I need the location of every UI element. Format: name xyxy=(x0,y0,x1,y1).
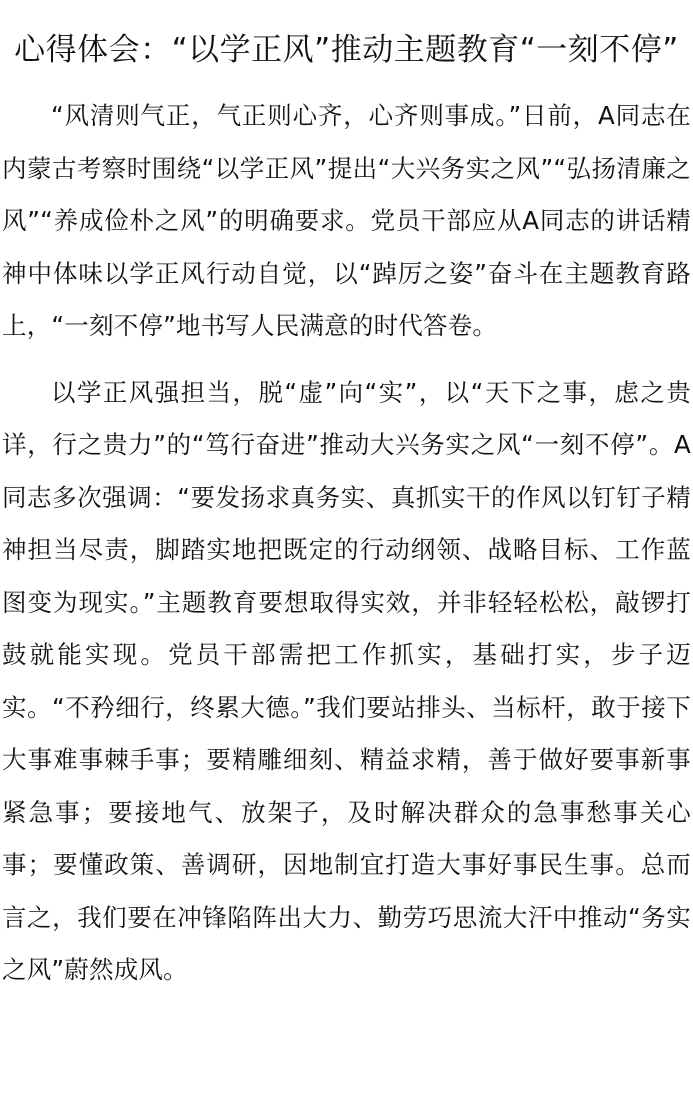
article-title: 心得体会：“以学正风”推动主题教育“一刻不停” xyxy=(14,32,679,68)
article-paragraph-2: 以学正风强担当，脱“虚”向“实”，以“天下之事，虑之贵详，行之贵力”的“笃行奋进”推动大兴务实之风“一刻不停”。A同志多次强调：“要发扬求真务实、真抓实干的作风以钉钉子精神担当尽责，脚踏实地把既定的行动纲领、战略目标、工作蓝图变为现实。”主题教育要想取得实效，并非轻轻松松，敲锣打鼓就能实现。党员干部需把工作抓实，基础打实，步子迈实。“不矜细行，终累大德。”我们要站排头、当标杆，敢于接下大事难事棘手事；要精雕细刻、精益求精，善于做好要事新事紧急事；要接地气、放架子，及时解决群众的急事愁事关心事；要懂政策、善调研，因地制宜打造大事好事民生事。总而言之，我们要在冲锋陷阵出大力、勤劳巧思流大汗中推动“务实之风”蔚然成风。 xyxy=(2,377,691,984)
article-paragraph-1: “风清则气正，气正则心齐，心齐则事成。”日前，A同志在内蒙古考察时围绕“以学正风”提出“大兴务实之风”“弘扬清廉之风”“养成俭朴之风”的明确要求。党员干部应从A同志的讲话精神中体味以学正风行动自觉，以“踔厉之姿”奋斗在主题教育路上，“一刻不停”地书写人民满意的时代答卷。 xyxy=(2,101,691,340)
